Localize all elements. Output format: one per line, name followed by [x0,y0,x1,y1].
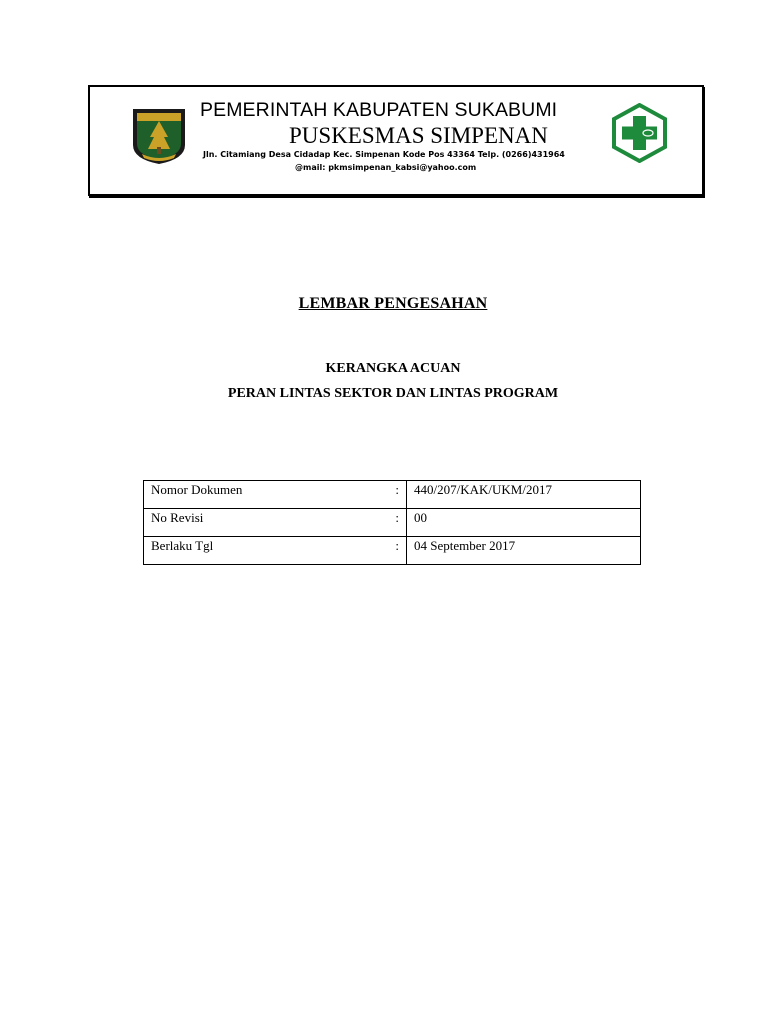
document-subtitle: KERANGKA ACUAN [325,361,461,376]
info-value: 00 [407,509,641,537]
info-label: Berlaku Tgl [144,537,388,565]
document-info-table [143,480,641,565]
info-separator: : [387,509,407,537]
table-row [144,537,641,565]
document-topic: PERAN LINTAS SEKTOR DAN LINTAS PROGRAM [227,386,559,401]
puskesmas-logo-icon [608,103,671,163]
letterhead [88,85,704,196]
info-separator: : [387,537,407,565]
table-row [144,509,641,537]
facility-name: PUSKESMAS SIMPENAN [289,123,548,148]
info-separator: : [387,481,407,509]
info-value: 440/207/KAK/UKM/2017 [407,481,641,509]
organization-name: PEMERINTAH KABUPATEN SUKABUMI [200,99,558,121]
facility-address: Jln. Citamiang Desa Cidadap Kec. Simpenan Kode Pos 43364 Telp. (0266)431964 [203,150,565,159]
table-row [144,481,641,509]
document-title: LEMBAR PENGESAHAN [298,295,488,312]
info-label: Nomor Dokumen [144,481,388,509]
facility-email: @mail: pkmsimpenan_kabsi@yahoo.com [295,163,477,172]
info-value: 04 September 2017 [407,537,641,565]
sukabumi-regency-emblem-icon [130,107,188,165]
info-label: No Revisi [144,509,388,537]
